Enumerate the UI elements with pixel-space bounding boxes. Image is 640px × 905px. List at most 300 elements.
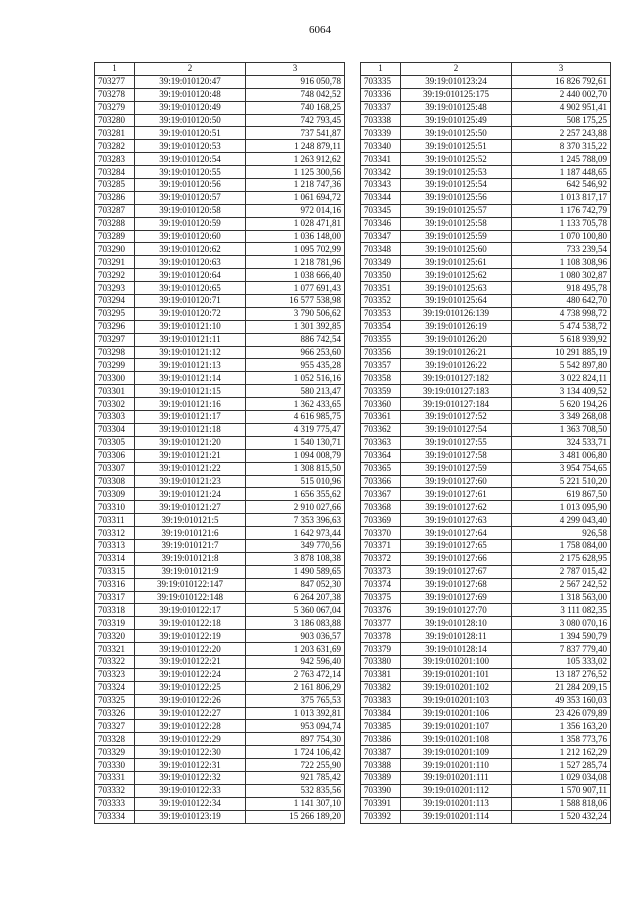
table-row xyxy=(95,501,345,514)
row-number-cell: 703352 xyxy=(361,295,401,308)
cadastral-number-cell: 39:19:010121:21 xyxy=(135,449,246,462)
row-number-cell: 703376 xyxy=(361,604,401,617)
row-number-cell: 703383 xyxy=(361,694,401,707)
row-number-cell: 703338 xyxy=(361,114,401,127)
row-number-cell: 703302 xyxy=(95,398,135,411)
value-cell: 2 161 806,29 xyxy=(246,681,345,694)
table-row xyxy=(95,565,345,578)
cadastral-number-cell: 39:19:010122:26 xyxy=(135,694,246,707)
cadastral-number-cell: 39:19:010127:63 xyxy=(401,514,512,527)
cadastral-number-cell: 39:19:010120:62 xyxy=(135,243,246,256)
table-row xyxy=(95,333,345,346)
row-number-cell: 703291 xyxy=(95,256,135,269)
value-cell: 2 910 027,66 xyxy=(246,501,345,514)
value-cell: 3 134 409,52 xyxy=(512,385,611,398)
value-cell: 7 837 779,40 xyxy=(512,643,611,656)
table-row xyxy=(361,630,611,643)
cadastral-number-cell: 39:19:010127:62 xyxy=(401,501,512,514)
table-row xyxy=(361,423,611,436)
table-row xyxy=(361,771,611,784)
table-row xyxy=(95,681,345,694)
row-number-cell: 703372 xyxy=(361,552,401,565)
row-number-cell: 703366 xyxy=(361,475,401,488)
row-number-cell: 703294 xyxy=(95,295,135,308)
table-row xyxy=(95,449,345,462)
cadastral-number-cell: 39:19:010121:7 xyxy=(135,539,246,552)
value-cell: 742 793,45 xyxy=(246,114,345,127)
row-number-cell: 703295 xyxy=(95,307,135,320)
row-number-cell: 703369 xyxy=(361,514,401,527)
value-cell: 49 353 160,03 xyxy=(512,694,611,707)
table-row xyxy=(361,88,611,101)
value-cell: 1 141 307,10 xyxy=(246,797,345,810)
cadastral-number-cell: 39:19:010121:12 xyxy=(135,346,246,359)
cadastral-number-cell: 39:19:010201:113 xyxy=(401,797,512,810)
value-cell: 5 618 939,92 xyxy=(512,333,611,346)
row-number-cell: 703346 xyxy=(361,217,401,230)
table-row xyxy=(361,475,611,488)
cadastral-number-cell: 39:19:010121:20 xyxy=(135,436,246,449)
row-number-cell: 703297 xyxy=(95,333,135,346)
value-cell: 1 070 100,80 xyxy=(512,230,611,243)
row-number-cell: 703356 xyxy=(361,346,401,359)
row-number-cell: 703313 xyxy=(95,539,135,552)
value-cell: 7 353 396,63 xyxy=(246,514,345,527)
row-number-cell: 703375 xyxy=(361,591,401,604)
cadastral-number-cell: 39:19:010122:148 xyxy=(135,591,246,604)
value-cell: 2 257 243,88 xyxy=(512,127,611,140)
cadastral-number-cell: 39:19:010127:69 xyxy=(401,591,512,604)
value-cell: 1 318 563,00 xyxy=(512,591,611,604)
row-number-cell: 703360 xyxy=(361,398,401,411)
value-cell: 1 176 742,79 xyxy=(512,204,611,217)
header-cell-2: 2 xyxy=(401,63,512,76)
table-row xyxy=(361,320,611,333)
cadastral-number-cell: 39:19:010121:24 xyxy=(135,488,246,501)
value-cell: 16 577 538,98 xyxy=(246,295,345,308)
value-cell: 1 187 448,65 xyxy=(512,166,611,179)
table-row xyxy=(95,771,345,784)
left-table-body xyxy=(95,63,345,824)
table-row xyxy=(361,501,611,514)
table-row xyxy=(95,552,345,565)
value-cell: 1 540 130,71 xyxy=(246,436,345,449)
row-number-cell: 703357 xyxy=(361,359,401,372)
table-row xyxy=(95,423,345,436)
table-row xyxy=(95,527,345,540)
row-number-cell: 703290 xyxy=(95,243,135,256)
table-row xyxy=(361,449,611,462)
table-row xyxy=(361,114,611,127)
table-row xyxy=(361,604,611,617)
row-number-cell: 703282 xyxy=(95,140,135,153)
value-cell: 737 541,87 xyxy=(246,127,345,140)
row-number-cell: 703326 xyxy=(95,707,135,720)
cadastral-number-cell: 39:19:010122:21 xyxy=(135,655,246,668)
row-number-cell: 703392 xyxy=(361,810,401,823)
table-row xyxy=(361,565,611,578)
value-cell: 5 542 897,80 xyxy=(512,359,611,372)
table-row xyxy=(361,759,611,772)
table-row xyxy=(95,643,345,656)
value-cell: 349 770,56 xyxy=(246,539,345,552)
row-number-cell: 703370 xyxy=(361,527,401,540)
row-number-cell: 703292 xyxy=(95,269,135,282)
table-row xyxy=(95,243,345,256)
table-row xyxy=(95,668,345,681)
row-number-cell: 703315 xyxy=(95,565,135,578)
cadastral-number-cell: 39:19:010201:107 xyxy=(401,720,512,733)
row-number-cell: 703278 xyxy=(95,88,135,101)
cadastral-number-cell: 39:19:010121:14 xyxy=(135,372,246,385)
cadastral-number-cell: 39:19:010125:64 xyxy=(401,295,512,308)
value-cell: 1 028 471,81 xyxy=(246,217,345,230)
cadastral-number-cell: 39:19:010121:17 xyxy=(135,411,246,424)
table-row xyxy=(95,475,345,488)
value-cell: 722 255,90 xyxy=(246,759,345,772)
cadastral-number-cell: 39:19:010120:71 xyxy=(135,295,246,308)
row-number-cell: 703311 xyxy=(95,514,135,527)
page-number: 6064 xyxy=(309,24,331,36)
value-cell: 1 218 781,96 xyxy=(246,256,345,269)
row-number-cell: 703382 xyxy=(361,681,401,694)
value-cell: 4 738 998,72 xyxy=(512,307,611,320)
value-cell: 918 495,78 xyxy=(512,282,611,295)
cadastral-number-cell: 39:19:010120:72 xyxy=(135,307,246,320)
row-number-cell: 703334 xyxy=(95,810,135,823)
row-number-cell: 703355 xyxy=(361,333,401,346)
cadastral-number-cell: 39:19:010121:18 xyxy=(135,423,246,436)
row-number-cell: 703341 xyxy=(361,153,401,166)
cadastral-number-cell: 39:19:010127:184 xyxy=(401,398,512,411)
table-row xyxy=(361,372,611,385)
table-row xyxy=(361,75,611,88)
table-row xyxy=(95,720,345,733)
table-row xyxy=(361,617,611,630)
table-row xyxy=(95,578,345,591)
row-number-cell: 703336 xyxy=(361,88,401,101)
cadastral-number-cell: 39:19:010120:65 xyxy=(135,282,246,295)
table-row xyxy=(95,75,345,88)
value-cell: 3 481 006,80 xyxy=(512,449,611,462)
table-row xyxy=(95,797,345,810)
row-number-cell: 703340 xyxy=(361,140,401,153)
right-table-body xyxy=(361,63,611,824)
table-row xyxy=(361,462,611,475)
cadastral-number-cell: 39:19:010121:9 xyxy=(135,565,246,578)
row-number-cell: 703388 xyxy=(361,759,401,772)
table-row xyxy=(95,230,345,243)
cadastral-number-cell: 39:19:010122:19 xyxy=(135,630,246,643)
row-number-cell: 703373 xyxy=(361,565,401,578)
value-cell: 1 263 912,62 xyxy=(246,153,345,166)
cadastral-number-cell: 39:19:010122:30 xyxy=(135,746,246,759)
row-number-cell: 703384 xyxy=(361,707,401,720)
table-row xyxy=(361,140,611,153)
value-cell: 1 095 702,99 xyxy=(246,243,345,256)
cadastral-number-cell: 39:19:010126:19 xyxy=(401,320,512,333)
cadastral-number-cell: 39:19:010122:28 xyxy=(135,720,246,733)
row-number-cell: 703364 xyxy=(361,449,401,462)
row-number-cell: 703296 xyxy=(95,320,135,333)
value-cell: 1 363 708,50 xyxy=(512,423,611,436)
value-cell: 903 036,57 xyxy=(246,630,345,643)
cadastral-number-cell: 39:19:010125:62 xyxy=(401,269,512,282)
row-number-cell: 703368 xyxy=(361,501,401,514)
header-cell-1: 1 xyxy=(95,63,135,76)
cadastral-number-cell: 39:19:010121:6 xyxy=(135,527,246,540)
row-number-cell: 703304 xyxy=(95,423,135,436)
header-cell-3: 3 xyxy=(512,63,611,76)
value-cell: 13 187 276,52 xyxy=(512,668,611,681)
row-number-cell: 703327 xyxy=(95,720,135,733)
row-number-cell: 703277 xyxy=(95,75,135,88)
cadastral-number-cell: 39:19:010122:33 xyxy=(135,784,246,797)
value-cell: 8 370 315,22 xyxy=(512,140,611,153)
table-row xyxy=(361,436,611,449)
cadastral-number-cell: 39:19:010125:54 xyxy=(401,179,512,192)
table-row xyxy=(361,810,611,823)
value-cell: 1 108 308,96 xyxy=(512,256,611,269)
cadastral-number-cell: 39:19:010120:53 xyxy=(135,140,246,153)
value-cell: 942 596,40 xyxy=(246,655,345,668)
value-cell: 955 435,28 xyxy=(246,359,345,372)
cadastral-number-cell: 39:19:010121:27 xyxy=(135,501,246,514)
table-row xyxy=(95,191,345,204)
row-number-cell: 703342 xyxy=(361,166,401,179)
table-row xyxy=(361,733,611,746)
table-row xyxy=(95,539,345,552)
value-cell: 3 022 824,11 xyxy=(512,372,611,385)
table-row xyxy=(95,436,345,449)
row-number-cell: 703314 xyxy=(95,552,135,565)
value-cell: 2 567 242,52 xyxy=(512,578,611,591)
table-row xyxy=(361,295,611,308)
row-number-cell: 703287 xyxy=(95,204,135,217)
cadastral-number-cell: 39:19:010121:16 xyxy=(135,398,246,411)
value-cell: 1 013 095,90 xyxy=(512,501,611,514)
row-number-cell: 703331 xyxy=(95,771,135,784)
table-row xyxy=(95,385,345,398)
row-number-cell: 703345 xyxy=(361,204,401,217)
value-cell: 2 763 472,14 xyxy=(246,668,345,681)
row-number-cell: 703389 xyxy=(361,771,401,784)
cadastral-number-cell: 39:19:010122:147 xyxy=(135,578,246,591)
value-cell: 926,58 xyxy=(512,527,611,540)
row-number-cell: 703332 xyxy=(95,784,135,797)
row-number-cell: 703310 xyxy=(95,501,135,514)
value-cell: 10 291 885,19 xyxy=(512,346,611,359)
value-cell: 6 264 207,38 xyxy=(246,591,345,604)
value-cell: 1 356 163,20 xyxy=(512,720,611,733)
cadastral-number-cell: 39:19:010120:63 xyxy=(135,256,246,269)
table-row xyxy=(361,514,611,527)
value-cell: 1 308 815,50 xyxy=(246,462,345,475)
row-number-cell: 703329 xyxy=(95,746,135,759)
table-row xyxy=(361,101,611,114)
value-cell: 3 954 754,65 xyxy=(512,462,611,475)
table-row xyxy=(95,282,345,295)
table-row xyxy=(361,539,611,552)
table-row xyxy=(95,101,345,114)
cadastral-number-cell: 39:19:010201:111 xyxy=(401,771,512,784)
row-number-cell: 703293 xyxy=(95,282,135,295)
cadastral-number-cell: 39:19:010125:53 xyxy=(401,166,512,179)
cadastral-number-cell: 39:19:010125:52 xyxy=(401,153,512,166)
row-number-cell: 703281 xyxy=(95,127,135,140)
row-number-cell: 703358 xyxy=(361,372,401,385)
cadastral-number-cell: 39:19:010121:11 xyxy=(135,333,246,346)
table-row xyxy=(361,204,611,217)
value-cell: 1 029 034,08 xyxy=(512,771,611,784)
value-cell: 921 785,42 xyxy=(246,771,345,784)
table-row xyxy=(95,591,345,604)
value-cell: 1 301 392,85 xyxy=(246,320,345,333)
value-cell: 1 125 300,56 xyxy=(246,166,345,179)
table-row xyxy=(95,617,345,630)
cadastral-number-cell: 39:19:010120:57 xyxy=(135,191,246,204)
row-number-cell: 703286 xyxy=(95,191,135,204)
table-row xyxy=(95,346,345,359)
table-row xyxy=(95,488,345,501)
cadastral-number-cell: 39:19:010125:50 xyxy=(401,127,512,140)
cadastral-number-cell: 39:19:010127:67 xyxy=(401,565,512,578)
row-number-cell: 703285 xyxy=(95,179,135,192)
row-number-cell: 703380 xyxy=(361,655,401,668)
value-cell: 886 742,54 xyxy=(246,333,345,346)
cadastral-number-cell: 39:19:010125:60 xyxy=(401,243,512,256)
value-cell: 3 878 108,38 xyxy=(246,552,345,565)
row-number-cell: 703319 xyxy=(95,617,135,630)
table-row xyxy=(361,269,611,282)
row-number-cell: 703318 xyxy=(95,604,135,617)
cadastral-number-cell: 39:19:010121:8 xyxy=(135,552,246,565)
row-number-cell: 703289 xyxy=(95,230,135,243)
row-number-cell: 703335 xyxy=(361,75,401,88)
row-number-cell: 703321 xyxy=(95,643,135,656)
value-cell: 5 620 194,26 xyxy=(512,398,611,411)
table-row xyxy=(361,346,611,359)
row-number-cell: 703348 xyxy=(361,243,401,256)
value-cell: 2 440 002,70 xyxy=(512,88,611,101)
table-row xyxy=(361,217,611,230)
cadastral-number-cell: 39:19:010121:15 xyxy=(135,385,246,398)
table-row xyxy=(361,694,611,707)
row-number-cell: 703322 xyxy=(95,655,135,668)
cadastral-number-cell: 39:19:010125:175 xyxy=(401,88,512,101)
value-cell: 580 213,47 xyxy=(246,385,345,398)
table-row xyxy=(95,256,345,269)
table-row xyxy=(95,707,345,720)
row-number-cell: 703306 xyxy=(95,449,135,462)
table-row xyxy=(95,810,345,823)
value-cell: 1 362 433,65 xyxy=(246,398,345,411)
table-row xyxy=(361,707,611,720)
header-cell-3: 3 xyxy=(246,63,345,76)
value-cell: 324 533,71 xyxy=(512,436,611,449)
cadastral-number-cell: 39:19:010126:21 xyxy=(401,346,512,359)
cadastral-number-cell: 39:19:010123:19 xyxy=(135,810,246,823)
row-number-cell: 703354 xyxy=(361,320,401,333)
row-number-cell: 703330 xyxy=(95,759,135,772)
row-number-cell: 703317 xyxy=(95,591,135,604)
table-row xyxy=(361,784,611,797)
cadastral-number-cell: 39:19:010125:59 xyxy=(401,230,512,243)
row-number-cell: 703361 xyxy=(361,411,401,424)
row-number-cell: 703300 xyxy=(95,372,135,385)
table-row xyxy=(95,733,345,746)
cadastral-number-cell: 39:19:010127:59 xyxy=(401,462,512,475)
value-cell: 966 253,60 xyxy=(246,346,345,359)
row-number-cell: 703284 xyxy=(95,166,135,179)
row-number-cell: 703387 xyxy=(361,746,401,759)
table-row xyxy=(361,307,611,320)
value-cell: 1 758 084,00 xyxy=(512,539,611,552)
row-number-cell: 703279 xyxy=(95,101,135,114)
table-row xyxy=(95,217,345,230)
row-number-cell: 703323 xyxy=(95,668,135,681)
table-row xyxy=(361,398,611,411)
cadastral-number-cell: 39:19:010120:48 xyxy=(135,88,246,101)
row-number-cell: 703305 xyxy=(95,436,135,449)
value-cell: 532 835,56 xyxy=(246,784,345,797)
value-cell: 1 394 590,79 xyxy=(512,630,611,643)
row-number-cell: 703324 xyxy=(95,681,135,694)
row-number-cell: 703309 xyxy=(95,488,135,501)
value-cell: 508 175,25 xyxy=(512,114,611,127)
cadastral-number-cell: 39:19:010201:103 xyxy=(401,694,512,707)
row-number-cell: 703301 xyxy=(95,385,135,398)
value-cell: 375 765,53 xyxy=(246,694,345,707)
table-row xyxy=(95,359,345,372)
cadastral-number-cell: 39:19:010122:27 xyxy=(135,707,246,720)
value-cell: 916 050,78 xyxy=(246,75,345,88)
value-cell: 4 616 985,75 xyxy=(246,411,345,424)
value-cell: 953 094,74 xyxy=(246,720,345,733)
value-cell: 5 221 510,20 xyxy=(512,475,611,488)
table-row xyxy=(361,230,611,243)
cadastral-number-cell: 39:19:010120:59 xyxy=(135,217,246,230)
value-cell: 740 168,25 xyxy=(246,101,345,114)
right-table xyxy=(360,62,611,824)
table-row xyxy=(95,604,345,617)
value-cell: 1 036 148,00 xyxy=(246,230,345,243)
value-cell: 1 077 691,43 xyxy=(246,282,345,295)
cadastral-number-cell: 39:19:010123:24 xyxy=(401,75,512,88)
value-cell: 105 333,02 xyxy=(512,655,611,668)
value-cell: 1 212 162,29 xyxy=(512,746,611,759)
value-cell: 5 474 538,72 xyxy=(512,320,611,333)
value-cell: 1 656 355,62 xyxy=(246,488,345,501)
cadastral-number-cell: 39:19:010120:50 xyxy=(135,114,246,127)
row-number-cell: 703351 xyxy=(361,282,401,295)
row-number-cell: 703339 xyxy=(361,127,401,140)
table-row xyxy=(361,655,611,668)
table-row xyxy=(361,578,611,591)
value-cell: 5 360 067,04 xyxy=(246,604,345,617)
row-number-cell: 703381 xyxy=(361,668,401,681)
row-number-cell: 703378 xyxy=(361,630,401,643)
table-row xyxy=(361,527,611,540)
cadastral-number-cell: 39:19:010125:57 xyxy=(401,204,512,217)
value-cell: 1 203 631,69 xyxy=(246,643,345,656)
table-row xyxy=(361,591,611,604)
cadastral-number-cell: 39:19:010122:32 xyxy=(135,771,246,784)
row-number-cell: 703371 xyxy=(361,539,401,552)
cadastral-number-cell: 39:19:010127:65 xyxy=(401,539,512,552)
row-number-cell: 703343 xyxy=(361,179,401,192)
value-cell: 2 175 628,95 xyxy=(512,552,611,565)
